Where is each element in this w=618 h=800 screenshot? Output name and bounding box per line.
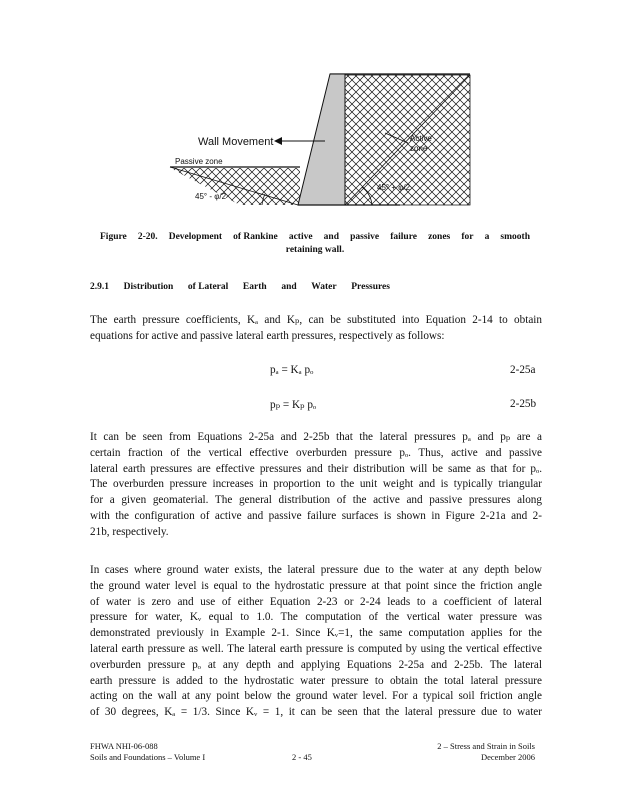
active-zone-label-1: Active — [410, 134, 432, 143]
paragraph-2 — [90, 430, 542, 541]
para2-line: with the configuration of active and passive failure surfaces is shown in Figure 2-21a and 2- — [90, 509, 542, 522]
para3-line: pressure for water, Kᵥ equal to 1.0. The computation of the vertical water pressure was — [90, 611, 542, 624]
paragraph-3 — [90, 563, 542, 721]
caption-word: zones — [428, 232, 451, 242]
para1-line: equations for active and passive lateral earth pressures, respectively as follows: — [90, 329, 445, 342]
footer-doc-title: Soils and Foundations – Volume I — [90, 752, 206, 762]
paragraph-1 — [90, 313, 542, 345]
retaining-wall — [298, 74, 345, 205]
caption-word: a — [484, 232, 490, 242]
section-title-word: Water — [311, 282, 337, 292]
figure-caption — [100, 231, 530, 257]
section-title-word: Earth — [242, 282, 267, 292]
equation-number-2-25b: 2-25b — [510, 398, 537, 410]
equation-number-2-25a: 2-25a — [510, 364, 536, 376]
section-number: 2.9.1 — [90, 282, 109, 292]
footer-doc-id: FHWA NHI-06-088 — [90, 741, 158, 751]
para3-line: of 30 degrees, Kₐ = 1/3. Since Kᵥ = 1, it can be seen that the lateral pressure due to water — [90, 706, 542, 719]
caption-word: for — [461, 232, 474, 242]
para1-line: The earth pressure coefficients, Kₐ and Kₚ, can be substituted into Equation 2-14 to obtain — [90, 314, 542, 326]
section-title-word: Pressures — [351, 282, 390, 292]
footer-right — [420, 741, 535, 763]
para3-line: the ground water level is equal to the hydrostatic pressure at that point since the friction angle — [90, 579, 542, 592]
caption-word: of Rankine — [233, 232, 278, 242]
para2-line: for a given geomaterial. The general distribution of the active and passive pressures along — [90, 494, 542, 507]
section-title-word: and — [281, 282, 297, 292]
para2-line: lateral earth pressures are effective pressures and their distribution will be same as that for pₒ. — [90, 462, 542, 475]
caption-word: 2-20. — [137, 232, 158, 242]
rankine-zones-figure — [0, 0, 618, 230]
passive-angle-label: 45° - φ/2 — [195, 192, 227, 201]
caption-word: active — [288, 232, 313, 242]
para2-line: 21b, respectively. — [90, 525, 169, 538]
caption-line-2: retaining wall. — [285, 245, 345, 255]
para3-line: overburden pressure pₒ at any depth and applying Equations 2-25a and 2-25b. The lateral — [90, 658, 542, 671]
para3-line: acting on the wall at any point below the ground water level. For a typical soil friction angle — [90, 690, 542, 703]
section-heading — [90, 282, 390, 292]
para3-line: In cases where ground water exists, the lateral pressure due to the water at any depth below — [90, 564, 542, 576]
section-title-word: of Lateral — [187, 282, 229, 292]
footer-page-number: 2 - 45 — [292, 752, 312, 762]
caption-word: Figure — [100, 232, 127, 242]
active-angle-label: 45° + φ/2 — [377, 183, 411, 192]
caption-word: and — [323, 232, 339, 242]
equation-2-25b: pₚ = Kₚ pₒ — [270, 399, 317, 411]
caption-line-1 — [100, 231, 530, 244]
caption-word: Development — [168, 232, 223, 242]
para2-line: certain fraction of the vertical effective overburden pressure pₒ. Thus, active and passive — [90, 446, 542, 459]
footer-date: December 2006 — [480, 752, 535, 762]
footer-left — [90, 741, 205, 763]
para3-line: lateral earth pressure as well. The lateral earth pressure is computed by using the vertical effective — [90, 642, 542, 655]
caption-word: passive — [350, 232, 380, 242]
footer-chapter: 2 – Stress and Strain in Soils — [437, 741, 535, 751]
para3-line: of water is zero and use of either Equation 2-23 or 2-24 leads to a coefficient of lateral — [90, 595, 542, 608]
para2-line: It can be seen from Equations 2-25a and 2-25b that the lateral pressures pₐ and pₚ are a — [90, 431, 542, 443]
active-zone-label-2: zone — [410, 144, 428, 153]
para3-line: earth pressure is added to the hydrostatic water pressure to obtain the total lateral pressure — [90, 674, 542, 687]
para3-line: demonstrated previously in Example 2-1. Since Kᵥ=1, the same computation applies for the — [90, 627, 542, 640]
section-title-word: Distribution — [123, 282, 174, 292]
caption-word: failure — [390, 232, 417, 242]
caption-word: smooth — [500, 232, 530, 242]
wall-movement-label: Wall Movement — [198, 136, 274, 148]
para2-line: The overburden pressure increases in proportion to the unit weight and is typically triangular — [90, 478, 542, 491]
equation-2-25a: pₐ = Kₐ pₒ — [270, 364, 314, 376]
passive-zone-label: Passive zone — [175, 157, 223, 166]
